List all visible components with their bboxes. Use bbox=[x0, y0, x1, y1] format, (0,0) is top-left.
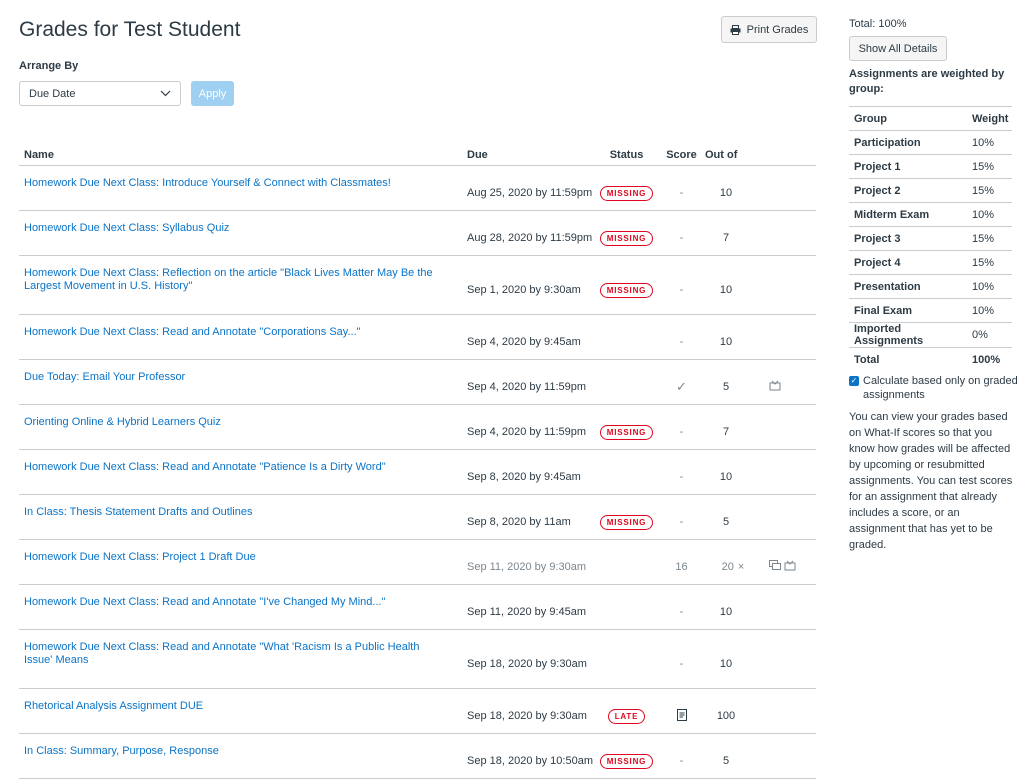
weight-row bbox=[849, 131, 1012, 155]
muted-assignment-icon[interactable] bbox=[784, 560, 796, 571]
table-row bbox=[19, 450, 816, 495]
table-row bbox=[19, 495, 816, 540]
weight-total-row bbox=[849, 348, 1012, 372]
table-row bbox=[19, 360, 816, 405]
due-date: Aug 25, 2020 by 11:59pm bbox=[462, 166, 595, 211]
weight-row bbox=[849, 203, 1012, 227]
col-header-out-of: Out of bbox=[705, 138, 747, 166]
status-cell bbox=[595, 450, 658, 495]
actions-cell bbox=[747, 315, 816, 360]
due-date: Sep 1, 2020 by 9:30am bbox=[462, 256, 595, 315]
score-cell bbox=[658, 689, 705, 734]
actions-cell bbox=[747, 166, 816, 211]
table-row bbox=[19, 689, 816, 734]
table-row bbox=[19, 166, 816, 211]
table-row bbox=[19, 734, 816, 779]
checkbox-checked-icon[interactable]: ✓ bbox=[850, 376, 858, 385]
due-date: Sep 11, 2020 by 9:45am bbox=[462, 585, 595, 630]
score: - bbox=[658, 315, 705, 360]
missing-badge: MISSING bbox=[600, 515, 653, 530]
missing-badge: MISSING bbox=[600, 231, 653, 246]
weighted-note: Assignments are weighted by group: bbox=[849, 68, 1005, 95]
weight-group: Project 1 bbox=[849, 155, 967, 179]
due-date: Sep 18, 2020 by 10:50am bbox=[462, 734, 595, 779]
weight-value: 10% bbox=[967, 131, 1012, 155]
out-of: 5 bbox=[705, 495, 747, 540]
due-date: Aug 28, 2020 by 11:59pm bbox=[462, 211, 595, 256]
weight-value: 15% bbox=[967, 179, 1012, 203]
actions-cell bbox=[747, 495, 816, 540]
out-of-cell bbox=[705, 540, 747, 585]
due-date: Sep 18, 2020 by 9:30am bbox=[462, 689, 595, 734]
out-of: 10 bbox=[705, 315, 747, 360]
assignment-link[interactable]: Homework Due Next Class: Syllabus Quiz bbox=[19, 211, 462, 256]
print-grades-button[interactable] bbox=[721, 16, 817, 43]
weight-value: 10% bbox=[967, 275, 1012, 299]
table-row bbox=[19, 211, 816, 256]
weight-group: Project 4 bbox=[849, 251, 967, 275]
weight-group: Project 3 bbox=[849, 227, 967, 251]
out-of: 20 bbox=[721, 561, 734, 573]
missing-badge: MISSING bbox=[600, 283, 653, 298]
col-header-actions bbox=[747, 138, 816, 166]
actions-cell bbox=[747, 211, 816, 256]
actions-cell bbox=[747, 734, 816, 779]
score-check-icon: ✓ bbox=[658, 360, 705, 405]
score: - bbox=[658, 734, 705, 779]
actions-cell bbox=[747, 256, 816, 315]
weight-value: 15% bbox=[967, 155, 1012, 179]
out-of: 5 bbox=[705, 734, 747, 779]
weight-group: Presentation bbox=[849, 275, 967, 299]
weight-value: 0% bbox=[967, 323, 1012, 348]
status-cell bbox=[595, 585, 658, 630]
weight-value: 10% bbox=[967, 203, 1012, 227]
weight-total-value: 100% bbox=[972, 353, 1001, 366]
out-of: 7 bbox=[705, 405, 747, 450]
actions-cell bbox=[747, 450, 816, 495]
out-of: 10 bbox=[705, 256, 747, 315]
weight-value: 10% bbox=[967, 299, 1012, 323]
what-if-description: You can view your grades based on What-If scores so that you know how grades will be affected by upcoming or resubmitted assignments. You can test scores for an assignment that already includes a score, or an assignment that has yet to be graded. bbox=[849, 411, 1013, 551]
weight-row bbox=[849, 323, 1012, 348]
out-of: 10 bbox=[705, 585, 747, 630]
grades-header-row bbox=[19, 138, 816, 166]
apply-button[interactable]: Apply bbox=[191, 81, 234, 106]
missing-badge: MISSING bbox=[600, 754, 653, 769]
score: - bbox=[658, 166, 705, 211]
status-cell bbox=[595, 405, 658, 450]
weight-group: Participation bbox=[849, 131, 967, 155]
weight-row bbox=[849, 227, 1012, 251]
actions-cell bbox=[747, 689, 816, 734]
table-row bbox=[19, 315, 816, 360]
due-date: Sep 8, 2020 by 9:45am bbox=[462, 450, 595, 495]
col-header-name: Name bbox=[19, 138, 462, 166]
submission-document-icon[interactable] bbox=[677, 709, 687, 721]
weight-group: Project 2 bbox=[849, 179, 967, 203]
table-row bbox=[19, 256, 816, 315]
due-date: Sep 4, 2020 by 9:45am bbox=[462, 315, 595, 360]
out-of: 10 bbox=[705, 450, 747, 495]
assignment-link[interactable]: Due Today: Email Your Professor bbox=[19, 360, 462, 405]
due-date: Sep 18, 2020 by 9:30am bbox=[462, 630, 595, 689]
status-cell bbox=[595, 540, 658, 585]
due-date: Sep 11, 2020 by 9:30am bbox=[462, 540, 595, 585]
printer-icon bbox=[730, 25, 741, 35]
missing-badge: MISSING bbox=[600, 425, 653, 440]
actions-cell bbox=[747, 585, 816, 630]
score: - bbox=[658, 585, 705, 630]
assignment-link[interactable]: In Class: Thesis Statement Drafts and Outlines bbox=[19, 495, 462, 540]
chevron-down-icon bbox=[160, 90, 171, 97]
score: 16 bbox=[658, 540, 705, 585]
status-cell bbox=[595, 495, 658, 540]
assignment-link[interactable]: Homework Due Next Class: Project 1 Draft Due bbox=[19, 540, 462, 585]
col-header-status: Status bbox=[595, 138, 658, 166]
total-grade: Total: 100% bbox=[849, 18, 907, 30]
status-cell bbox=[595, 630, 658, 689]
page-title: Grades for Test Student bbox=[19, 18, 241, 41]
score: - bbox=[658, 630, 705, 689]
calculate-graded-only-label: Calculate based only on graded assignments bbox=[863, 375, 1018, 401]
show-all-details-button[interactable]: Show All Details bbox=[849, 36, 947, 61]
status-cell bbox=[595, 734, 658, 779]
out-of: 10 bbox=[705, 166, 747, 211]
comments-icon[interactable] bbox=[769, 560, 781, 571]
assignment-link[interactable]: Homework Due Next Class: Read and Annotate "What 'Racism Is a Public Health Issue' Means bbox=[19, 630, 462, 689]
due-date: Sep 8, 2020 by 11am bbox=[462, 495, 595, 540]
status-cell bbox=[595, 256, 658, 315]
out-of: 5 bbox=[705, 360, 747, 405]
late-badge: LATE bbox=[608, 709, 646, 724]
assignment-link[interactable]: Orienting Online & Hybrid Learners Quiz bbox=[19, 405, 462, 450]
status-cell bbox=[595, 360, 658, 405]
actions-cell bbox=[747, 540, 816, 585]
arrange-by-select[interactable] bbox=[19, 81, 181, 106]
due-date: Sep 4, 2020 by 11:59pm bbox=[462, 405, 595, 450]
weight-row bbox=[849, 275, 1012, 299]
weight-row bbox=[849, 299, 1012, 323]
weights-header-row bbox=[849, 107, 1012, 131]
due-date: Sep 4, 2020 by 11:59pm bbox=[462, 360, 595, 405]
out-of: 7 bbox=[705, 211, 747, 256]
score: - bbox=[658, 405, 705, 450]
weight-group: Midterm Exam bbox=[849, 203, 967, 227]
out-of: 100 bbox=[705, 689, 747, 734]
status-cell bbox=[595, 166, 658, 211]
col-header-score: Score bbox=[658, 138, 705, 166]
status-cell bbox=[595, 315, 658, 360]
weight-group: Final Exam bbox=[849, 299, 967, 323]
weight-row bbox=[849, 155, 1012, 179]
print-grades-label: Print Grades bbox=[746, 23, 809, 36]
actions-cell bbox=[747, 405, 816, 450]
assignment-link[interactable]: Homework Due Next Class: Read and Annotate "I've Changed My Mind..." bbox=[19, 585, 462, 630]
status-cell bbox=[595, 689, 658, 734]
actions-cell bbox=[747, 360, 816, 405]
weight-total-label: Total bbox=[854, 353, 880, 366]
score: - bbox=[658, 211, 705, 256]
actions-cell bbox=[747, 630, 816, 689]
col-header-due: Due bbox=[462, 138, 595, 166]
table-row bbox=[19, 585, 816, 630]
assignment-link[interactable]: Rhetorical Analysis Assignment DUE bbox=[19, 689, 462, 734]
table-row bbox=[19, 540, 816, 585]
assignment-link[interactable]: Homework Due Next Class: Reflection on the article "Black Lives Matter May Be the Largest Movement in U.S. History" bbox=[19, 256, 462, 315]
muted-assignment-icon[interactable] bbox=[769, 380, 781, 391]
weights-header-group: Group bbox=[849, 107, 967, 131]
score: - bbox=[658, 256, 705, 315]
calculate-graded-only[interactable] bbox=[849, 374, 1019, 402]
weights-table bbox=[849, 106, 1012, 371]
score: - bbox=[658, 495, 705, 540]
arrange-by-label: Arrange By bbox=[19, 60, 79, 72]
weight-row bbox=[849, 251, 1012, 275]
arrange-by-value: Due Date bbox=[29, 87, 76, 100]
assignment-link[interactable]: Homework Due Next Class: Read and Annotate "Patience Is a Dirty Word" bbox=[19, 450, 462, 495]
score: - bbox=[658, 450, 705, 495]
out-of: 10 bbox=[705, 630, 747, 689]
assignment-link[interactable]: Homework Due Next Class: Introduce Yourself & Connect with Classmates! bbox=[19, 166, 462, 211]
grades-table bbox=[19, 138, 816, 779]
weight-value: 15% bbox=[967, 227, 1012, 251]
assignment-link[interactable]: In Class: Summary, Purpose, Response bbox=[19, 734, 462, 779]
revert-score-icon[interactable]: × bbox=[737, 561, 745, 573]
weight-group: Imported Assignments bbox=[849, 323, 967, 348]
table-row bbox=[19, 405, 816, 450]
weights-header-weight: Weight bbox=[967, 107, 1012, 131]
status-cell bbox=[595, 211, 658, 256]
missing-badge: MISSING bbox=[600, 186, 653, 201]
weight-row bbox=[849, 179, 1012, 203]
weight-value: 15% bbox=[967, 251, 1012, 275]
table-row bbox=[19, 630, 816, 689]
assignment-link[interactable]: Homework Due Next Class: Read and Annotate "Corporations Say..." bbox=[19, 315, 462, 360]
